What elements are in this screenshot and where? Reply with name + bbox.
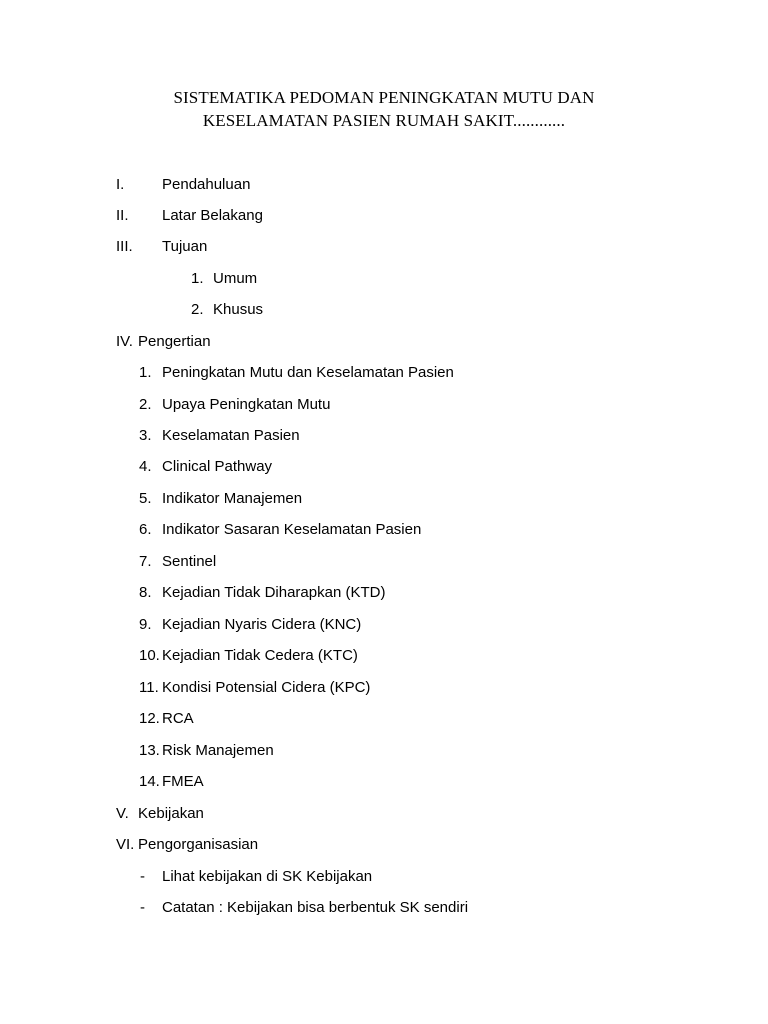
section-title: Pendahuluan bbox=[162, 176, 251, 193]
list-text: Kejadian Tidak Diharapkan (KTD) bbox=[162, 584, 386, 601]
list-text: RCA bbox=[162, 710, 194, 727]
list-number: 12. bbox=[139, 710, 160, 727]
list-number: 11. bbox=[139, 679, 159, 696]
section-number: V. bbox=[116, 805, 129, 822]
list-number: 1. bbox=[139, 364, 152, 381]
bullet-text: Catatan : Kebijakan bisa berbentuk SK sendiri bbox=[162, 899, 469, 916]
list-text: Upaya Peningkatan Mutu bbox=[162, 396, 331, 413]
list-text: FMEA bbox=[162, 773, 204, 790]
list-number: 2. bbox=[191, 301, 204, 318]
list-text: Sentinel bbox=[162, 553, 217, 570]
list-number: 10. bbox=[139, 647, 160, 664]
bullet-text: Lihat kebijakan di SK Kebijakan bbox=[162, 868, 373, 885]
list-text: Indikator Sasaran Keselamatan Pasien bbox=[162, 521, 422, 538]
section-title: Latar Belakang bbox=[162, 207, 263, 224]
list-text: Keselamatan Pasien bbox=[162, 427, 300, 444]
list-text: Peningkatan Mutu dan Keselamatan Pasien bbox=[162, 364, 454, 381]
list-number: 7. bbox=[139, 553, 152, 570]
section-title: Kebijakan bbox=[138, 805, 204, 822]
list-number: 8. bbox=[139, 584, 152, 601]
list-number: 4. bbox=[139, 458, 152, 475]
list-text: Kondisi Potensial Cidera (KPC) bbox=[162, 679, 371, 696]
list-number: 14. bbox=[139, 773, 160, 790]
list-text: Umum bbox=[213, 270, 258, 287]
document-title-line-1: SISTEMATIKA PEDOMAN PENINGKATAN MUTU DAN bbox=[173, 88, 595, 107]
list-text: Kejadian Nyaris Cidera (KNC) bbox=[162, 616, 362, 633]
section-number: VI. bbox=[116, 836, 135, 853]
list-number: 3. bbox=[139, 427, 152, 444]
list-number: 9. bbox=[139, 616, 152, 633]
list-text: Kejadian Tidak Cedera (KTC) bbox=[162, 647, 358, 664]
list-number: 1. bbox=[191, 270, 204, 287]
bullet-dash: - bbox=[140, 899, 145, 916]
list-text: Clinical Pathway bbox=[162, 458, 273, 475]
list-number: 5. bbox=[139, 490, 152, 507]
list-number: 6. bbox=[139, 521, 152, 538]
list-text: Risk Manajemen bbox=[162, 742, 274, 759]
list-text: Khusus bbox=[213, 301, 264, 318]
section-title: Tujuan bbox=[162, 238, 208, 255]
list-number: 2. bbox=[139, 396, 152, 413]
document-title-line-2: KESELAMATAN PASIEN RUMAH SAKIT............ bbox=[202, 111, 566, 130]
list-text: Indikator Manajemen bbox=[162, 490, 303, 507]
section-number: III. bbox=[116, 238, 133, 255]
list-number: 13. bbox=[139, 742, 160, 759]
section-number: I. bbox=[116, 176, 125, 193]
section-title: Pengertian bbox=[138, 333, 211, 350]
section-number: II. bbox=[116, 207, 129, 224]
section-number: IV. bbox=[116, 333, 133, 350]
bullet-dash: - bbox=[140, 868, 145, 885]
section-title: Pengorganisasian bbox=[138, 836, 259, 853]
